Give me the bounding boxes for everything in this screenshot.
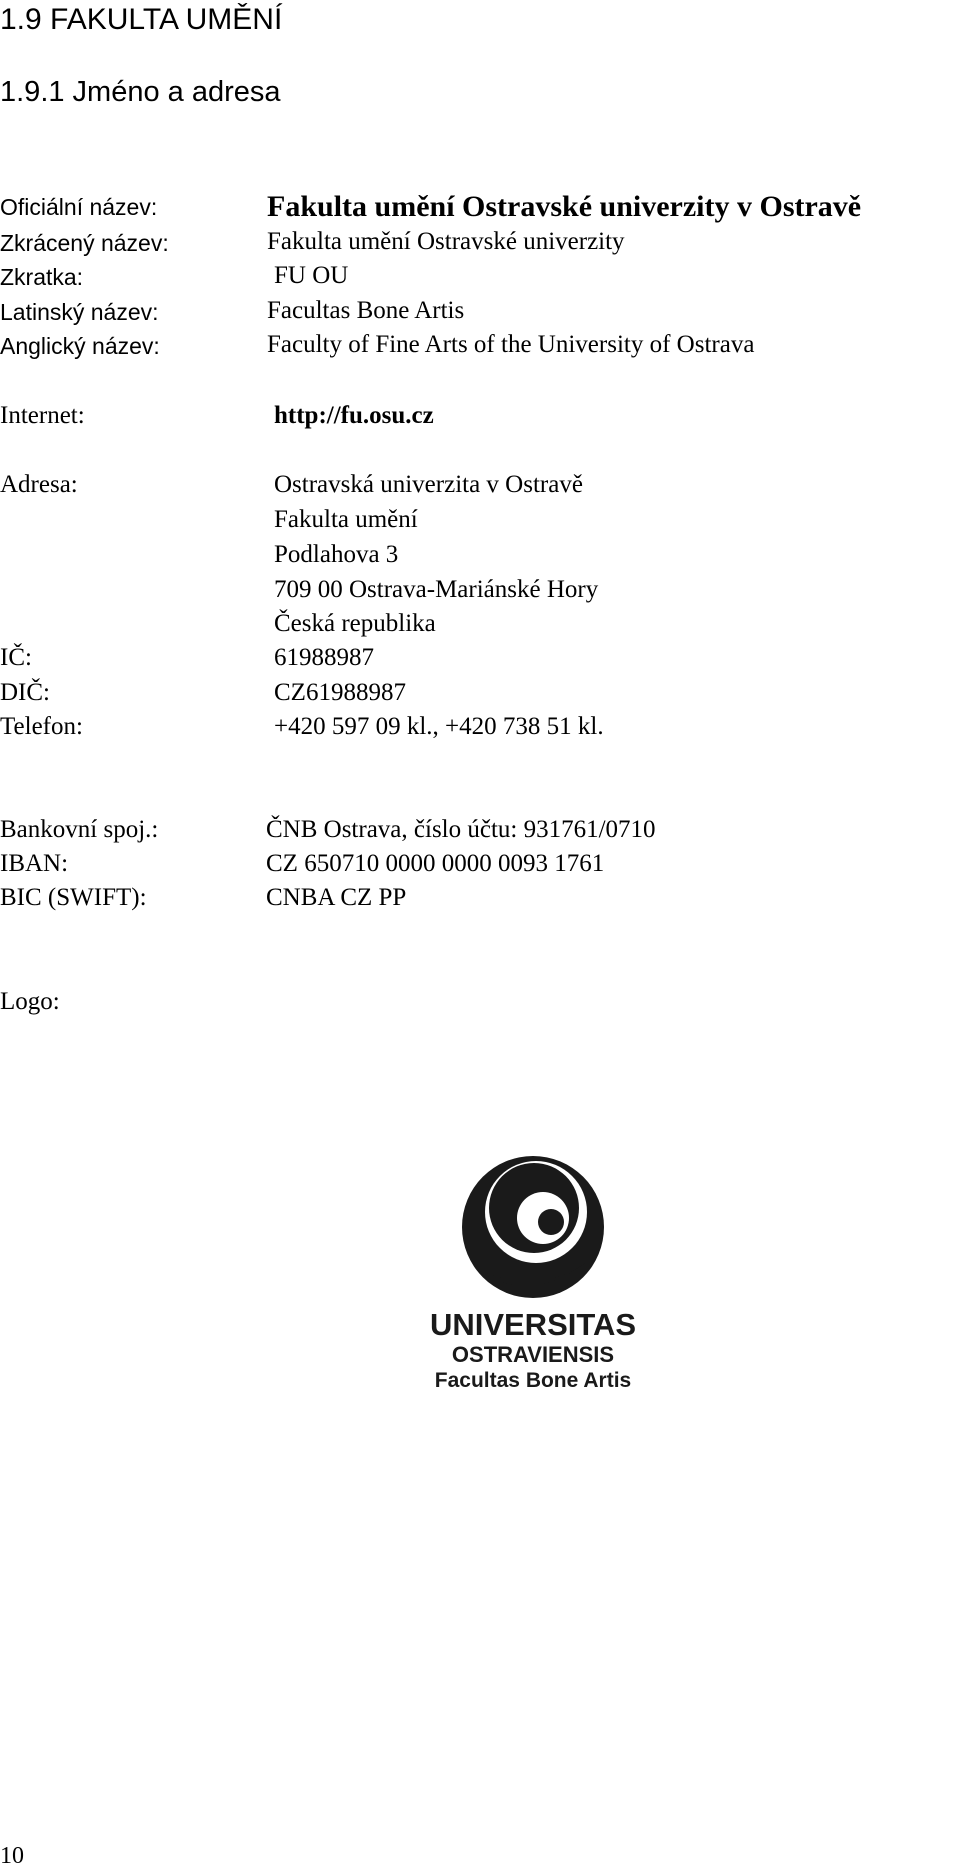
iban-label: IBAN: [0,850,69,877]
bank-account-value: ČNB Ostrava, číslo účtu: 931761/0710 [266,816,656,843]
short-name-label: Zkrácený název: [0,230,169,256]
logo-wordmark-line3: Facultas Bone Artis [434,1369,632,1392]
official-name-value: Fakulta umění Ostravské univerzity v Ostravě [267,190,862,223]
page-number: 10 [0,1843,24,1869]
address-line: Podlahova 3 [274,541,399,568]
section-heading: 1.9 FAKULTA UMĚNÍ [0,3,283,36]
ic-label: IČ: [0,644,32,671]
latin-name-label: Latinský název: [0,299,159,325]
address-label: Adresa: [0,471,78,498]
abbreviation-label: Zkratka: [0,264,84,290]
logo-wordmark-line1: UNIVERSITAS [429,1307,637,1342]
short-name-value: Fakulta umění Ostravské univerzity [267,228,625,255]
dic-label: DIČ: [0,679,50,706]
swirl-emblem-icon [462,1156,608,1298]
internet-label: Internet: [0,402,85,429]
logo-label: Logo: [0,988,60,1015]
official-name-label: Oficiální název: [0,194,158,220]
ic-value: 61988987 [274,644,374,671]
bic-label: BIC (SWIFT): [0,884,147,911]
english-name-value: Faculty of Fine Arts of the University of Ostrava [267,331,755,358]
dic-value: CZ61988987 [274,679,406,706]
logo-wordmark-line2: OSTRAVIENSIS [451,1342,615,1367]
address-line: Fakulta umění [274,506,418,533]
english-name-label: Anglický název: [0,333,160,359]
phone-value: +420 597 09 kl., +420 738 51 kl. [274,713,604,740]
university-logo [418,1148,648,1398]
address-line: Ostravská univerzita v Ostravě [274,471,583,498]
iban-value: CZ 650710 0000 0000 0093 1761 [266,850,605,877]
abbreviation-value: FU OU [274,262,349,289]
latin-name-value: Facultas Bone Artis [267,297,465,324]
website-link[interactable]: http://fu.osu.cz [274,402,434,429]
subsection-heading: 1.9.1 Jméno a adresa [0,76,281,108]
address-line: Česká republika [274,610,436,637]
address-line: 709 00 Ostrava-Mariánské Hory [274,576,599,603]
bank-account-label: Bankovní spoj.: [0,816,159,843]
phone-label: Telefon: [0,713,83,740]
bic-value: CNBA CZ PP [266,884,407,911]
